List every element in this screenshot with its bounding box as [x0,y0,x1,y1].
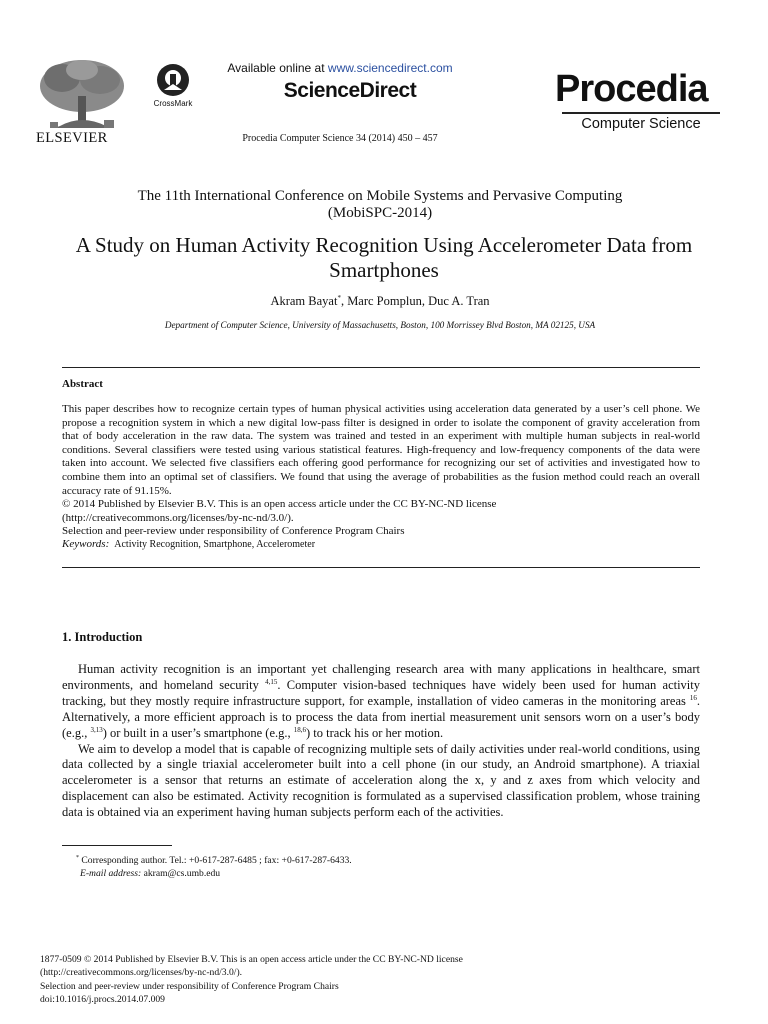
journal-logo: Procedia [555,68,708,110]
sciencedirect-brand: ScienceDirect [283,79,417,102]
footnote-rule [62,845,172,846]
affiliation: Department of Computer Science, University of Massachusetts, Boston, 100 Morrissey Blvd Boston, MA 02125, USA [164,320,596,330]
journal-reference: Procedia Computer Science 34 (2014) 450 – 457 [242,133,438,144]
paper-title: A Study on Human Activity Recognition Using Accelerometer Data from Smartphones [75,233,693,282]
intro-paragraph-1 [62,662,700,742]
abstract-top-rule [62,367,700,368]
email-label: E-mail address: [80,868,142,880]
abstract-copyright: © 2014 Published by Elsevier B.V. This is an open access article under the CC BY-NC-ND license [62,498,497,511]
author-list [60,294,700,309]
footnote-mark: * [76,855,79,861]
available-prefix: Available online at [227,61,328,75]
footnote-contact: Corresponding author. Tel.: +0-617-287-6485 ; fax: +0-617-287-6433. [79,855,352,867]
publisher-name: ELSEVIER [36,130,108,146]
crossmark-label: CrossMark [153,99,193,108]
abstract-body [62,403,700,550]
intro-p1-part-e: ) to track his or her motion. [306,725,444,740]
keywords [62,539,700,550]
footnote-corresponding [62,852,352,867]
footer-review: Selection and peer-review under responsibility of Conference Program Chairs [40,980,339,992]
email-address[interactable]: akram@cs.umb.edu [141,868,221,880]
conference-name: The 11th International Conference on Mobile Systems and Pervasive Computing [137,188,623,204]
citation-ref[interactable]: 3,13 [90,725,103,734]
introduction-body [62,662,700,821]
abstract-heading: Abstract [62,378,103,390]
intro-paragraph-2: We aim to develop a model that is capable of recognizing multiple sets of daily activities under real-world conditions, using data collected by a single triaxial accelerometer built into a cell phone (in our study, an Android smartphone). A triaxial accelerometer is a sensor that returns an estimate of acceleration along the x, y and z axes from which velocity and displacement can also be estimated. Activity recognition is formulated as a supervised classification problem, whose training data is obtained via an experiment having human subjects perform each of the activities. [62,741,700,820]
intro-p1-part-b: . Computer vision-based techniques have widely been used for human activity tracking, but they mostly require infrastructure support, for example, installation of video cameras in the monitoring areas [62,677,701,708]
intro-p1-part-d: ) or built in a user’s smartphone (e.g., [102,725,291,740]
abstract-license-url[interactable]: (http://creativecommons.org/licenses/by-nc-nd/3.0/). [62,511,294,524]
author-first: Akram Bayat [270,294,338,309]
citation-ref[interactable]: 16 [689,693,697,702]
keywords-label: Keywords: [62,537,110,550]
intro-p1-part-c: . Alternatively, a more efficient approach is to process the data from inertial measurement unit sensors worn on a user’s body (e.g., [62,693,700,740]
abstract-review: Selection and peer-review under responsibility of Conference Program Chairs [62,525,405,538]
citation-ref[interactable]: 18,6 [293,725,307,734]
footnote-email-line [62,867,352,880]
author-others: , Marc Pomplun, Duc A. Tran [340,294,490,309]
footer-license-url[interactable]: (http://creativecommons.org/licenses/by-nc-nd/3.0/). [40,967,243,979]
sciencedirect-link[interactable]: www.sciencedirect.com [327,61,453,75]
corresponding-mark: * [337,294,341,302]
keywords-list: Activity Recognition, Smartphone, Accelerometer [114,538,316,550]
footer-doi[interactable]: doi:10.1016/j.procs.2014.07.009 [40,994,165,1006]
section-heading-introduction: 1. Introduction [62,630,143,644]
citation-ref[interactable]: 4,15 [265,677,278,686]
conference-acronym: (MobiSPC-2014) [327,205,433,221]
intro-p1-part-a: Human activity recognition is an important yet challenging research area with many applications in healthcare, smart environments, and homeland security [62,662,700,692]
journal-logo-divider [562,112,720,114]
footer-issn-license: 1877-0509 © 2014 Published by Elsevier B.V. This is an open access article under the CC BY-NC-ND license [40,954,463,965]
journal-logo-subtitle: Computer Science [581,116,701,132]
footnote [62,852,352,880]
abstract-text: This paper describes how to recognize certain types of human physical activities using acceleration data generated by a user’s cell phone. We propose a recognition system in which a new digital low-pass filter is designed in order to isolate the component of gravity acceleration from that of body acceleration in the raw data. The system was trained and tested in an experiment with multiple human subjects in real-world conditions. Several classifiers were tested using various statistical features. High-frequency and low-frequency components of the data were taken into account. We selected five classifiers each offering good performance for recognizing our set of activities and investigated how to combine them into an optimal set of classifiers. We found that using the average of probabilities as the fusion method could reach an overall accuracy rate of 91.15%. [62,403,700,497]
abstract-bottom-rule [62,567,700,568]
license-footer [40,953,740,1007]
